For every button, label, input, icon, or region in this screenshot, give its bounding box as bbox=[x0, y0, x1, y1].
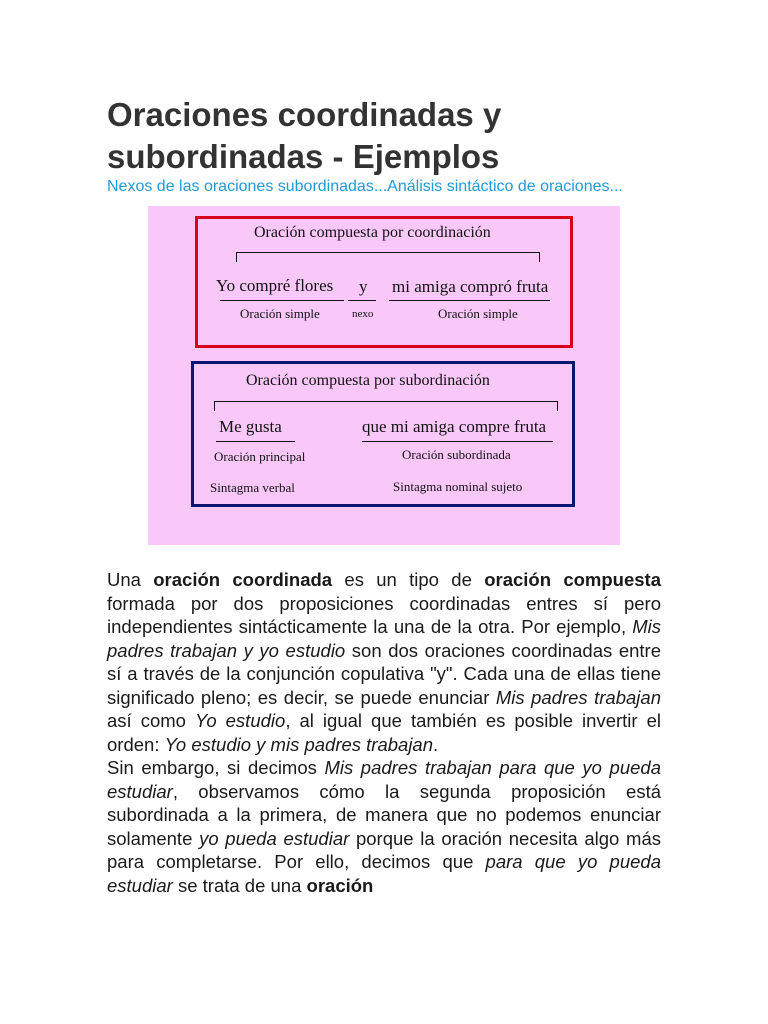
subordination-bracket-line bbox=[214, 401, 558, 402]
subordination-part2: que mi amiga compre fruta bbox=[362, 417, 547, 436]
coordination-part2-underline bbox=[389, 300, 550, 301]
coordination-nexo-underline bbox=[348, 300, 376, 301]
paragraph-2: Sin embargo, si decimos Mis padres trabajan para que yo pueda estudiar, observamos cómo la segunda proposición está subordinada a la primera, de manera que no podemos enunciar solamente yo pueda estudiar porque la oración necesita algo más para completarse. Por ello, decimos que para que yo pueda estudiar se trata de una oración bbox=[107, 757, 661, 896]
subordination-box-title: Oración compuesta por subordinación bbox=[246, 372, 490, 389]
subordination-bracket-right-tick bbox=[557, 401, 558, 411]
coordination-nexo: y bbox=[359, 277, 368, 296]
subordination-label2b: Sintagma nominal sujeto bbox=[393, 479, 523, 494]
coordination-bracket-right-tick bbox=[539, 252, 540, 262]
coordination-box-title: Oración compuesta por coordinación bbox=[254, 224, 491, 241]
subordination-part1: Me gusta bbox=[219, 417, 282, 436]
paragraph-1: Una oración coordinada es un tipo de oración compuesta formada por dos proposiciones coordinadas entres sí pero independientes sintácticamente la una de la otra. Por ejemplo, Mis padres trabajan y yo estudio son dos oraciones coordinadas entre sí a través de la conjunción copulativa "y". Cada una de ellas tiene significado pleno; es decir, se puede enunciar Mis padres trabajan así como Yo estudio, al igual que también es posible invertir el orden: Yo estudio y mis padres trabajan. bbox=[107, 569, 662, 755]
related-links[interactable]: Nexos de las oraciones subordinadas...Análisis sintáctico de oraciones... bbox=[107, 178, 623, 195]
subordination-label2a: Oración subordinada bbox=[402, 447, 511, 462]
article-body bbox=[107, 568, 661, 897]
subordination-part1-underline bbox=[216, 441, 295, 442]
coordination-part1: Yo compré flores bbox=[216, 276, 334, 295]
coordination-part2: mi amiga compró fruta bbox=[392, 277, 549, 296]
article-title: Oraciones coordinadas y subordinadas - Ejemplos bbox=[107, 96, 502, 175]
coordination-label1: Oración simple bbox=[240, 306, 320, 321]
coordination-label-nexo: nexo bbox=[352, 308, 374, 320]
subordination-label1b: Sintagma verbal bbox=[210, 480, 295, 495]
subordination-part2-underline bbox=[362, 441, 553, 442]
coordination-part1-underline bbox=[220, 300, 344, 301]
coordination-label2: Oración simple bbox=[438, 306, 518, 321]
subordination-label1a: Oración principal bbox=[214, 449, 306, 464]
sentence-diagram-figure bbox=[148, 206, 620, 545]
coordination-bracket-line bbox=[236, 252, 540, 253]
coordination-bracket-left-tick bbox=[236, 252, 237, 262]
subordination-bracket-left-tick bbox=[214, 401, 215, 411]
